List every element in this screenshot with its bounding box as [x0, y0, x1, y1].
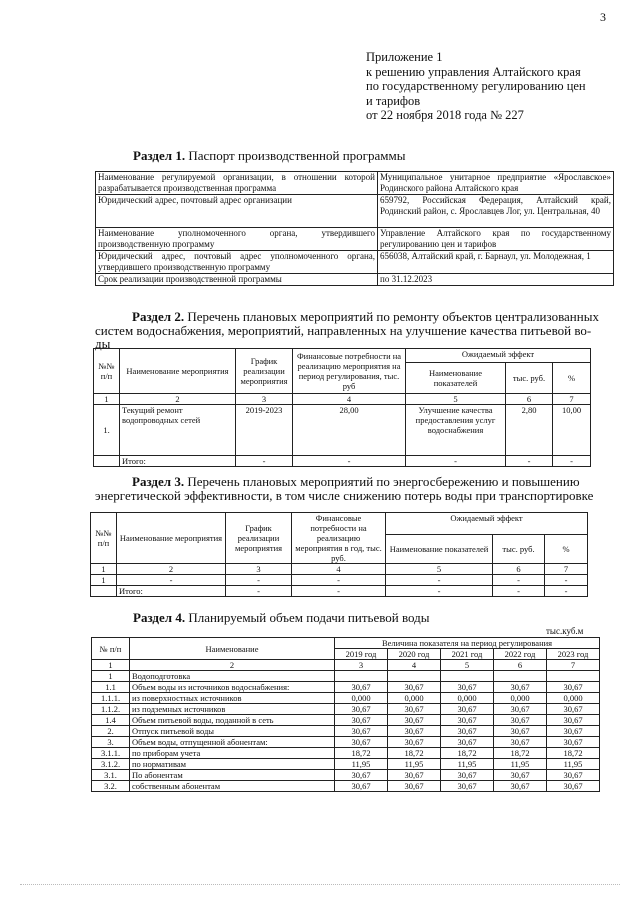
col-header-num: №№ п/п: [94, 349, 120, 394]
row-name: Водоподготовка: [130, 671, 335, 682]
col-header-effect: Ожидаемый эффект: [386, 513, 588, 535]
column-number: 2: [130, 660, 335, 671]
value-cell: 30,67: [494, 770, 547, 781]
appendix-line: и тарифов: [366, 93, 421, 108]
column-numbers-row: [92, 660, 600, 671]
dash-cell: -: [493, 586, 545, 597]
column-numbers-row: [94, 394, 591, 405]
column-number: 7: [553, 394, 591, 405]
value-cell: [547, 671, 600, 682]
column-number: 5: [441, 660, 494, 671]
value-cell: 30,67: [441, 770, 494, 781]
value-cell: 30,67: [388, 737, 441, 748]
col-header-name: Наименование мероприятия: [120, 349, 236, 394]
dash-cell: -: [293, 456, 406, 467]
value-cell: 30,67: [335, 726, 388, 737]
value-cell: 30,67: [335, 704, 388, 715]
dash-cell: -: [292, 586, 386, 597]
value-cell: 30,67: [388, 704, 441, 715]
page-number: 3: [600, 10, 606, 24]
section4-title-bold: Раздел 4.: [133, 610, 186, 625]
row-name: Объем воды из источников водоснабжения:: [130, 682, 335, 693]
water-volume-table: [91, 637, 600, 792]
appendix-line: от 22 ноября 2018 года № 227: [366, 108, 524, 122]
value-cell: 11,95: [388, 759, 441, 770]
column-numbers-row: [91, 564, 588, 575]
table-row: [92, 748, 600, 759]
value-cell: 11,95: [494, 759, 547, 770]
value-cell: [441, 671, 494, 682]
value-cell: 18,72: [388, 748, 441, 759]
col-header-schedule: График реализации мероприятия: [236, 349, 293, 394]
dash-cell: -: [406, 456, 506, 467]
repair-measures-table: [93, 348, 591, 467]
col-header-num: №№ п/п: [91, 513, 117, 564]
value-cell: 30,67: [547, 726, 600, 737]
row-num: 3.: [92, 737, 130, 748]
table-row: [96, 274, 614, 286]
row-num: 1.1: [92, 682, 130, 693]
dash-cell: -: [506, 456, 553, 467]
total-row: [94, 456, 591, 467]
value-cell: 30,67: [441, 704, 494, 715]
value-cell: 30,67: [388, 770, 441, 781]
table-row: [92, 770, 600, 781]
column-number: 4: [293, 394, 406, 405]
row-num: 3.2.: [92, 781, 130, 792]
value-cell: 0,000: [494, 693, 547, 704]
table-row: [92, 682, 600, 693]
passport-label: Юридический адрес, почтовый адрес уполномоченного органа, утвердившего производственную программу: [96, 251, 378, 274]
col-header-thous: тыс. руб.: [493, 535, 545, 564]
col-header-year: 2019 год: [335, 649, 388, 660]
section1-title-text: Паспорт производственной программы: [185, 148, 406, 163]
value-cell: 30,67: [547, 704, 600, 715]
table-row: [96, 195, 614, 228]
table-row: [92, 671, 600, 682]
dash-cell: -: [226, 575, 292, 586]
value-cell: 30,67: [547, 715, 600, 726]
total-row: [91, 586, 588, 597]
page-bottom-divider: [20, 884, 620, 885]
value-cell: 30,67: [494, 682, 547, 693]
table-row: [96, 251, 614, 274]
row-num: 1: [91, 575, 117, 586]
value-cell: 30,67: [547, 737, 600, 748]
row-num: 1: [92, 671, 130, 682]
column-number: 3: [335, 660, 388, 671]
section1-title-bold: Раздел 1.: [133, 148, 186, 163]
section1-title: [133, 148, 405, 164]
value-cell: 11,95: [335, 759, 388, 770]
dash-cell: -: [545, 575, 588, 586]
col-header-indicator: Наименование показателей: [386, 535, 493, 564]
column-number: 1: [94, 394, 120, 405]
passport-value: по 31.12.2023: [378, 274, 614, 286]
col-header-year: 2020 год: [388, 649, 441, 660]
value-cell: 30,67: [494, 715, 547, 726]
value-cell: 11,95: [441, 759, 494, 770]
measure-indicator: Улучшение качества предоставления услуг водоснабжения: [406, 405, 506, 456]
dash-cell: -: [117, 575, 226, 586]
unit-label: тыс.куб.м: [546, 626, 584, 636]
value-cell: 30,67: [494, 737, 547, 748]
measure-schedule: 2019-2023: [236, 405, 293, 456]
col-header-year: 2021 год: [441, 649, 494, 660]
value-cell: 18,72: [547, 748, 600, 759]
column-number: 4: [388, 660, 441, 671]
value-cell: 30,67: [441, 781, 494, 792]
col-header-name: Наименование мероприятия: [117, 513, 226, 564]
row-num: 3.1.: [92, 770, 130, 781]
value-cell: 30,67: [388, 682, 441, 693]
value-cell: 0,000: [388, 693, 441, 704]
column-number: 5: [406, 394, 506, 405]
value-cell: 11,95: [547, 759, 600, 770]
dash-cell: -: [386, 575, 493, 586]
table-row: [92, 737, 600, 748]
col-header-name: Наименование: [130, 638, 335, 660]
col-header-finance: Финансовые потребности на реализацию мероприятия на период регулирования, тыс. руб: [293, 349, 406, 394]
value-cell: 30,67: [494, 726, 547, 737]
value-cell: 30,67: [441, 726, 494, 737]
value-cell: [335, 671, 388, 682]
column-number: 7: [545, 564, 588, 575]
value-cell: 30,67: [441, 715, 494, 726]
col-header-effect: Ожидаемый эффект: [406, 349, 591, 363]
column-number: 2: [120, 394, 236, 405]
measure-name: Текущий ремонт водопроводных сетей: [120, 405, 236, 456]
col-header-pct: %: [553, 363, 591, 394]
table-header-row: [92, 638, 600, 649]
table-header-row: [94, 349, 591, 363]
dash-cell: -: [553, 456, 591, 467]
table-row: [92, 704, 600, 715]
table-row: [92, 781, 600, 792]
table-row: [94, 405, 591, 456]
value-cell: 30,67: [494, 704, 547, 715]
passport-value: Муниципальное унитарное предприятие «Ярославское» Родинского района Алтайского края: [378, 172, 614, 195]
value-cell: 30,67: [335, 737, 388, 748]
value-cell: 30,67: [335, 770, 388, 781]
row-num: 2.: [92, 726, 130, 737]
measure-pct: 10,00: [553, 405, 591, 456]
measure-thous: 2,80: [506, 405, 553, 456]
value-cell: 30,67: [388, 781, 441, 792]
section2-title-text: Перечень плановых мероприятий по ремонту объектов централизованных: [184, 309, 599, 324]
value-cell: 30,67: [388, 726, 441, 737]
value-cell: 30,67: [335, 781, 388, 792]
dash-cell: -: [226, 586, 292, 597]
column-number: 1: [91, 564, 117, 575]
value-cell: 0,000: [335, 693, 388, 704]
table-row: [96, 228, 614, 251]
col-header-year: 2022 год: [494, 649, 547, 660]
appendix-line: к решению управления Алтайского края: [366, 64, 581, 79]
row-name: по нормативам: [130, 759, 335, 770]
table-row: [92, 715, 600, 726]
row-num: 3.1.1.: [92, 748, 130, 759]
row-name: из поверхностных источников: [130, 693, 335, 704]
row-name: собственным абонентам: [130, 781, 335, 792]
passport-value: Управление Алтайского края по государственному регулированию цен и тарифов: [378, 228, 614, 251]
dash-cell: -: [386, 586, 493, 597]
row-num: 1.1.2.: [92, 704, 130, 715]
column-number: 2: [117, 564, 226, 575]
value-cell: 18,72: [441, 748, 494, 759]
row-num: 3.1.2.: [92, 759, 130, 770]
section3-title-text: Перечень плановых мероприятий по энергосбережению и повышению: [184, 474, 580, 489]
table-row: [92, 726, 600, 737]
value-cell: 30,67: [335, 715, 388, 726]
col-header-indicator: Наименование показателей: [406, 363, 506, 394]
value-cell: 18,72: [335, 748, 388, 759]
appendix-line: Приложение 1: [366, 50, 443, 64]
value-cell: 30,67: [547, 781, 600, 792]
row-num: 1.1.1.: [92, 693, 130, 704]
column-number: 3: [236, 394, 293, 405]
value-cell: [494, 671, 547, 682]
passport-table: [95, 171, 614, 286]
row-name: Объем питьевой воды, поданной в сеть: [130, 715, 335, 726]
row-name: Объем воды, отпущенной абонентам:: [130, 737, 335, 748]
value-cell: 30,67: [335, 682, 388, 693]
dash-cell: -: [493, 575, 545, 586]
col-header-finance: Финансовые потребности на реализацию мероприятия в год, тыс. руб.: [292, 513, 386, 564]
total-label: Итого:: [117, 586, 226, 597]
passport-label: Юридический адрес, почтовый адрес организации: [96, 195, 378, 228]
column-number: 1: [92, 660, 130, 671]
dash-cell: -: [545, 586, 588, 597]
section2-title-line3: ды: [95, 336, 111, 351]
section3-title-bold: Раздел 3.: [132, 474, 185, 489]
value-cell: 0,000: [441, 693, 494, 704]
table-row: [91, 575, 588, 586]
value-cell: 30,67: [388, 715, 441, 726]
energy-measures-table: [90, 512, 588, 597]
column-number: 3: [226, 564, 292, 575]
value-cell: 0,000: [547, 693, 600, 704]
value-cell: [388, 671, 441, 682]
volume-rows: [92, 671, 600, 792]
table-row: [92, 693, 600, 704]
row-name: По абонентам: [130, 770, 335, 781]
row-name: по приборам учета: [130, 748, 335, 759]
row-num: 1.4: [92, 715, 130, 726]
col-header-schedule: График реализации мероприятия: [226, 513, 292, 564]
table-row: [96, 172, 614, 195]
row-name: из подземных источников: [130, 704, 335, 715]
section2-title-line2: систем водоснабжения, мероприятий, направленных на улучшение качества питьевой во-: [95, 323, 592, 338]
passport-label: Наименование регулируемой организации, в отношении которой разрабатывается производственная программа: [96, 172, 378, 195]
section4-title: [133, 610, 430, 626]
passport-value: 659792, Российская Федерация, Алтайский край, Родинский район, с. Ярославцев Лог, ул. Центральная, 40: [378, 195, 614, 228]
passport-value: 656038, Алтайский край, г. Барнаул, ул. Молодежная, 1: [378, 251, 614, 274]
total-label: Итого:: [120, 456, 236, 467]
table-header-row: [91, 513, 588, 535]
dash-cell: -: [292, 575, 386, 586]
col-header-year: 2023 год: [547, 649, 600, 660]
empty-cell: [91, 586, 117, 597]
passport-label: Срок реализации производственной программы: [96, 274, 378, 286]
value-cell: 30,67: [494, 781, 547, 792]
row-name: Отпуск питьевой воды: [130, 726, 335, 737]
col-header-thous: тыс. руб.: [506, 363, 553, 394]
col-header-pct: %: [545, 535, 588, 564]
col-header-period: Величина показателя на период регулирования: [335, 638, 600, 649]
appendix-header: [366, 50, 586, 123]
value-cell: 18,72: [494, 748, 547, 759]
section2-title-bold: Раздел 2.: [132, 309, 185, 324]
empty-cell: [94, 456, 120, 467]
passport-label: Наименование уполномоченного органа, утвердившего производственную программу: [96, 228, 378, 251]
value-cell: 30,67: [547, 770, 600, 781]
column-number: 6: [506, 394, 553, 405]
table-row: [92, 759, 600, 770]
value-cell: 30,67: [441, 682, 494, 693]
dash-cell: -: [236, 456, 293, 467]
value-cell: 30,67: [547, 682, 600, 693]
col-header-num: № п/п: [92, 638, 130, 660]
section4-title-text: Планируемый объем подачи питьевой воды: [185, 610, 430, 625]
column-number: 6: [493, 564, 545, 575]
appendix-line: по государственному регулированию цен: [366, 79, 586, 93]
row-num: 1.: [94, 405, 120, 456]
column-number: 4: [292, 564, 386, 575]
section3-title-line2: энергетической эффективности, в том числе снижению потерь воды при транспортировке: [95, 488, 594, 503]
column-number: 5: [386, 564, 493, 575]
value-cell: 30,67: [441, 737, 494, 748]
column-number: 7: [547, 660, 600, 671]
column-number: 6: [494, 660, 547, 671]
measure-finance: 28,00: [293, 405, 406, 456]
